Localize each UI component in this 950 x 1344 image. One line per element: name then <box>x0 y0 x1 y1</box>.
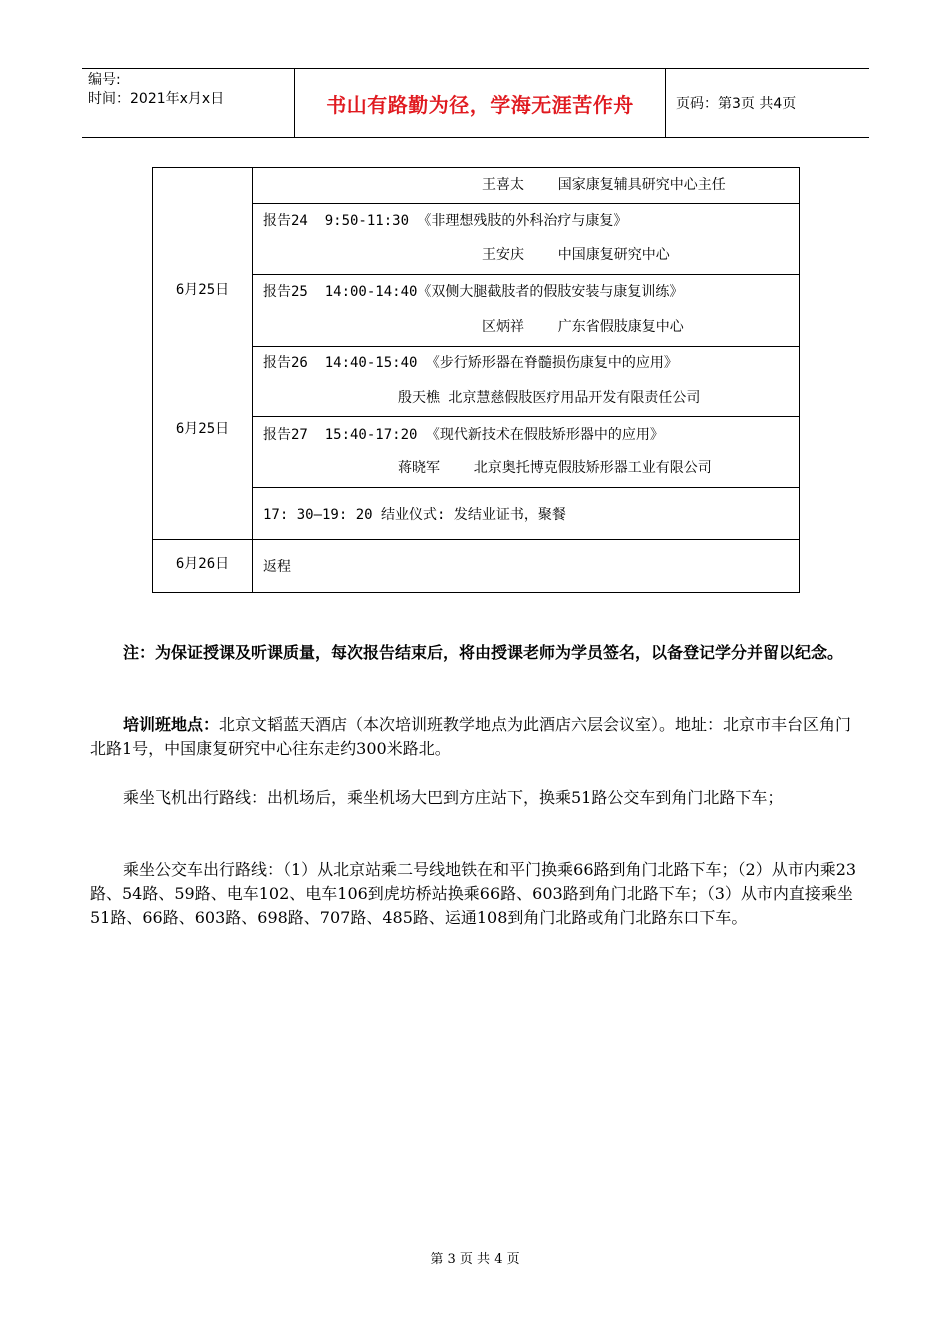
location-label: 培训班地点： <box>123 715 220 734</box>
header-page-info: 页码：第3页 共4页 <box>676 96 797 112</box>
date-cell: 6月25日 <box>175 421 230 437</box>
report-line: 报告27 15:40-17:20 《现代新技术在假肢矫形器中的应用》 <box>263 427 664 443</box>
speaker-line: 蒋晓军 北京奥托博克假肢矫形器工业有限公司 <box>398 460 712 476</box>
closing-ceremony-line: 17: 30—19: 20 结业仪式: 发结业证书，聚餐 <box>263 507 566 523</box>
report-line: 报告26 14:40-15:40 《步行矫形器在脊髓损伤康复中的应用》 <box>263 355 678 371</box>
schedule-row <box>253 488 799 539</box>
date-cell: 6月25日 <box>175 282 230 298</box>
schedule-row <box>253 347 799 416</box>
note-paragraph <box>90 641 865 665</box>
schedule-row <box>253 540 799 592</box>
note-text: 注：为保证授课及听课质量，每次报告结束后，将由授课老师为学员签名，以备登记学分并留以纪念。 <box>123 643 844 662</box>
schedule-row <box>253 168 799 203</box>
page-footer: 第 3 页 共 4 页 <box>430 1252 520 1267</box>
date-column <box>153 168 253 592</box>
flight-route-text: 乘坐飞机出行路线：出机场后，乘坐机场大巴到方庄站下，换乘51路公交车到角门北路下车； <box>123 788 784 807</box>
schedule-row <box>253 417 799 487</box>
speaker-line: 殷天樵 北京慧慈假肢医疗用品开发有限责任公司 <box>398 390 701 406</box>
speaker-line: 区炳祥 广东省假肢康复中心 <box>482 319 684 335</box>
speaker-line: 王喜太 国家康复辅具研究中心主任 <box>482 177 726 193</box>
schedule-row <box>253 275 799 346</box>
header-motto: 书山有路勤为径，学海无涯苦作舟 <box>294 69 666 137</box>
document-time-label: 时间：2021年x月x日 <box>88 91 225 107</box>
report-line: 报告25 14:00-14:40《双侧大腿截肢者的假肢安装与康复训练》 <box>263 284 684 300</box>
document-number-label: 编号: <box>88 72 121 88</box>
location-text: 北京文韬蓝天酒店（本次培训班教学地点为此酒店六层会议室）。地址：北京市丰台区角门北路1号，中国康复研究中心往东走约300米路北。 <box>90 715 852 758</box>
speaker-line: 王安庆 中国康复研究中心 <box>482 247 670 263</box>
schedule-row <box>253 204 799 274</box>
schedule-table <box>152 167 800 593</box>
date-cell: 6月26日 <box>175 556 230 572</box>
page-header <box>82 68 869 138</box>
flight-route-paragraph <box>90 786 865 810</box>
bus-route-paragraph <box>90 858 865 930</box>
report-line: 报告24 9:50-11:30 《非理想残肢的外科治疗与康复》 <box>263 213 628 229</box>
header-meta <box>82 69 294 137</box>
bus-route-text: 乘坐公交车出行路线：（1）从北京站乘二号线地铁在和平门换乘66路到角门北路下车；（2）从市内乘23路、54路、59路、电车102、电车106到虎坊桥站换乘66路、603路到角门北路下车；（3）从市内直接乘坐51路、66路、603路、698路、707路、485路、运通108到角门北路或角门北路东口下车。 <box>90 860 857 927</box>
return-line: 返程 <box>263 559 291 575</box>
location-paragraph <box>90 713 865 761</box>
